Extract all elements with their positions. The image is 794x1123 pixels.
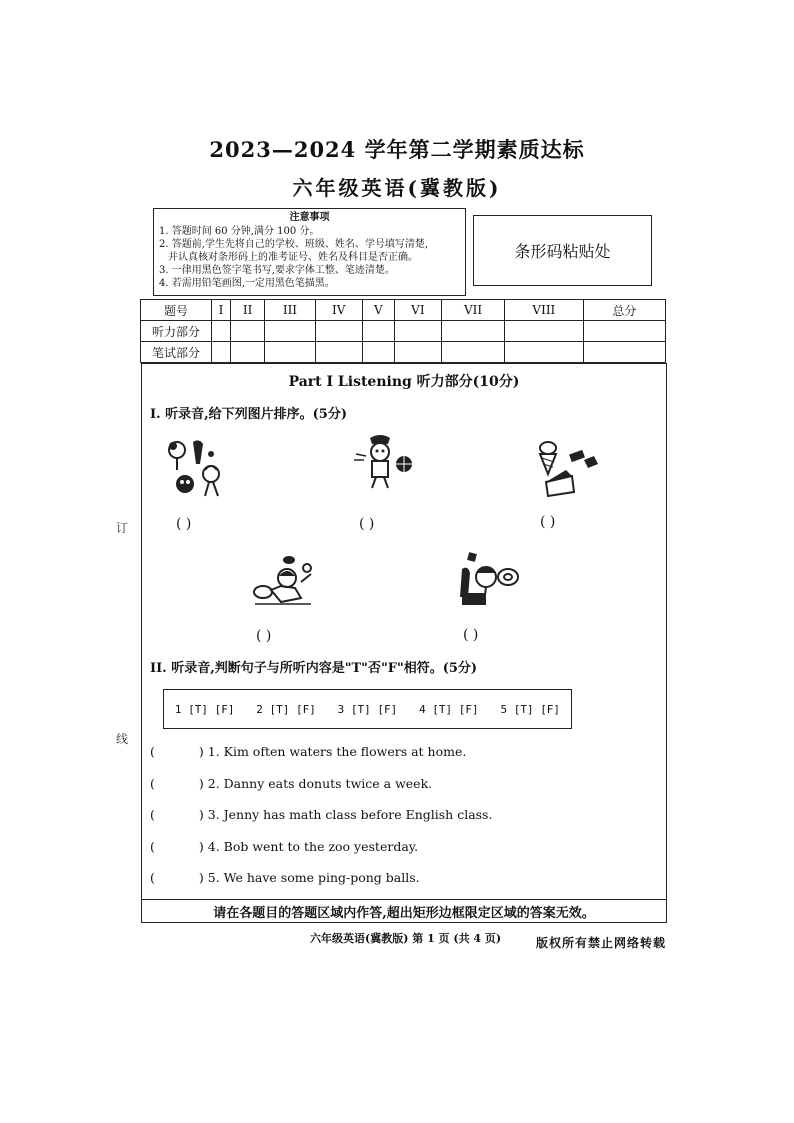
sentence-item <box>150 776 432 791</box>
answer-blank[interactable]: ( ) <box>463 627 479 643</box>
vegetables-picture <box>163 436 229 502</box>
score-header-cell: 总分 <box>583 300 665 321</box>
open-paren: ( <box>150 776 155 791</box>
score-table-header <box>141 300 666 321</box>
score-cell[interactable] <box>212 321 231 342</box>
donut-picture <box>458 551 522 609</box>
score-cell[interactable] <box>442 321 505 342</box>
tf-option[interactable]: 2 [T] [F] <box>256 702 316 716</box>
open-paren: ( <box>150 839 155 854</box>
score-cell[interactable] <box>505 342 584 363</box>
sentence-text: ) 3. Jenny has math class before English class. <box>198 807 493 822</box>
notice-item: 并认真核对条形码上的准考证号、姓名及科目是否正确。 <box>168 252 418 263</box>
notice-title: 注意事项 <box>289 212 330 223</box>
exam-subtitle: 六年级英语(冀教版) <box>292 176 502 200</box>
score-cell[interactable] <box>442 342 505 363</box>
answer-blank[interactable]: ( ) <box>256 628 272 644</box>
sentence-text: ) 1. Kim often waters the flowers at home. <box>198 744 467 759</box>
score-header-cell: II <box>230 300 264 321</box>
answer-blank[interactable]: ( ) <box>176 516 192 532</box>
section1-title: I. 听录音,给下列图片排序。(5分) <box>150 407 348 422</box>
ping-pong-picture <box>251 554 319 610</box>
notice-item: 3. 一律用黑色签字笔书写,要求字体工整、笔迹清楚。 <box>159 265 395 276</box>
score-header-cell: IV <box>315 300 362 321</box>
score-cell[interactable] <box>362 321 394 342</box>
open-paren: ( <box>150 744 155 759</box>
page-footer: 六年级英语(冀教版) 第 1 页 (共 4 页) <box>310 932 502 945</box>
margin-mark: 订 <box>116 521 129 535</box>
tf-option[interactable]: 4 [T] [F] <box>419 702 479 716</box>
score-cell[interactable] <box>583 342 665 363</box>
score-table <box>140 299 666 363</box>
score-cell[interactable] <box>505 321 584 342</box>
score-cell[interactable] <box>315 342 362 363</box>
score-header-cell: VIII <box>505 300 584 321</box>
part1-title: Part I Listening 听力部分(10分) <box>288 374 520 390</box>
answer-blank[interactable]: ( ) <box>359 516 375 532</box>
answer-area-warning: 请在各题目的答题区域内作答,超出矩形边框限定区域的答案无效。 <box>213 906 595 921</box>
notice-item: 2. 答题前,学生先将自己的学校、班级、姓名、学号填写清楚, <box>159 239 429 250</box>
score-cell[interactable] <box>362 342 394 363</box>
table-row <box>141 342 666 363</box>
open-paren: ( <box>150 870 155 885</box>
table-row <box>141 321 666 342</box>
score-header-cell: V <box>362 300 394 321</box>
sentence-item <box>150 744 466 759</box>
score-cell[interactable] <box>230 342 264 363</box>
score-header-cell: 题号 <box>141 300 212 321</box>
score-cell[interactable] <box>394 342 441 363</box>
row-label: 笔试部分 <box>141 342 212 363</box>
score-cell[interactable] <box>394 321 441 342</box>
score-cell[interactable] <box>265 342 315 363</box>
basketball-picture <box>350 432 416 492</box>
row-label: 听力部分 <box>141 321 212 342</box>
sentence-text: ) 4. Bob went to the zoo yesterday. <box>198 839 419 854</box>
margin-mark: 线 <box>116 732 129 746</box>
frame-divider <box>141 899 667 900</box>
score-header-cell: VI <box>394 300 441 321</box>
notice-item: 4. 若需用铅笔画图,一定用黑色笔描黑。 <box>159 278 335 289</box>
score-header-cell: VII <box>442 300 505 321</box>
barcode-area <box>473 215 652 286</box>
score-cell[interactable] <box>230 321 264 342</box>
answer-blank[interactable]: ( ) <box>540 514 556 530</box>
sentence-item <box>150 839 418 854</box>
sentence-text: ) 2. Danny eats donuts twice a week. <box>198 776 433 791</box>
score-cell[interactable] <box>315 321 362 342</box>
exam-title: 2023—2024 学年第二学期素质达标 <box>209 137 585 162</box>
tf-option[interactable]: 1 [T] [F] <box>174 702 235 716</box>
tf-option[interactable]: 5 [T] [F] <box>500 702 561 716</box>
copyright-notice: 版权所有禁止网络转载 <box>536 936 667 950</box>
open-paren: ( <box>150 807 155 822</box>
true-false-box <box>163 689 572 729</box>
sentence-text: ) 5. We have some ping-pong balls. <box>198 870 420 885</box>
notice-item: 1. 答题时间 60 分钟,满分 100 分。 <box>159 226 320 237</box>
notice-box <box>153 208 466 296</box>
score-header-cell: III <box>265 300 315 321</box>
tf-option[interactable]: 3 [T] [F] <box>337 702 398 716</box>
sentence-item <box>150 807 492 822</box>
barcode-label: 条形码粘贴处 <box>514 242 611 261</box>
sentence-item <box>150 870 420 885</box>
score-cell[interactable] <box>583 321 665 342</box>
score-cell[interactable] <box>212 342 231 363</box>
score-header-cell: I <box>212 300 231 321</box>
section2-title: II. 听录音,判断句子与所听内容是"T"否"F"相符。(5分) <box>150 661 478 676</box>
dessert-picture <box>534 438 604 500</box>
score-cell[interactable] <box>265 321 315 342</box>
